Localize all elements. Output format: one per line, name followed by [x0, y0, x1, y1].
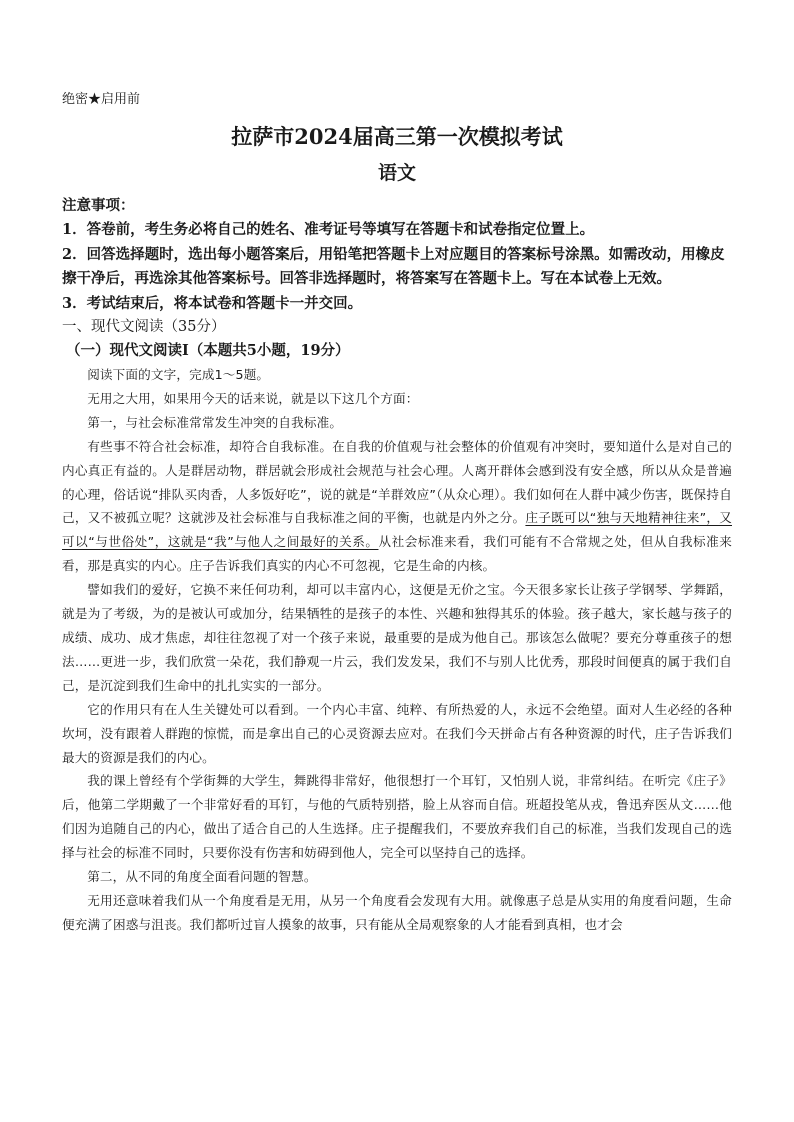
- paragraph-text: 从社会标准来看，我们可能有不合常规之处，但从自我标准来看，那是真实的内心。庄子告诉我们真实的内心不可忽视，它是生命的内核。: [62, 534, 732, 574]
- subsection-heading: （一）现代文阅读Ⅰ（本题共5小题，19分）: [66, 342, 350, 359]
- notice-heading: 注意事项：: [62, 197, 135, 214]
- confidential-label: 绝密★启用前: [62, 92, 141, 107]
- article-paragraph-8: 无用还意味着我们从一个角度看是无用，从另一个角度看会发现有大用。就像惠子总是从实用的角度看问题，生命便充满了困惑与沮丧。我们都听过盲人摸象的故事，只有能从全局观察象的人才能看到真相，也才会: [62, 892, 732, 932]
- exam-title: 拉萨市2024届高三第一次模拟考试: [231, 124, 563, 149]
- article-paragraph-6: 我的课上曾经有个学街舞的大学生，舞跳得非常好，他很想打一个耳钉，又怕别人说，非常纠结。在听完《庄子》后，他第二学期戴了一个非常好看的耳钉，与他的气质特别搭，脸上从容而自信。班超投笔从戎，鲁迅弃医从文……他们因为追随自己的内心，做出了适合自己的人生选择。庄子提醒我们，不要放弃我们自己的标准，当我们发现自己的选择与社会的标准不同时，只要你没有伤害和妨碍到他人，完全可以坚持自己的选择。: [62, 773, 732, 861]
- paragraph-text: 有些事不符合社会标准，却符合自我标准。在自我的价值观与社会整体的价值观有冲突时，要知道什么是对自己的内心真正有益的。人是群居动物，群居就会形成社会规范与社会心理。人离开群体会感到没有安全感，所以从众是普遍的心理，俗话说“排队买肉香，人多饭好吃”，说的就是“羊群效应”（从众心理）。我们如何在人群中减少伤害，既保持自己，又不被孤立呢？这就涉及社会标准与自我标准之间的平衡，也就是内外之分。: [62, 438, 732, 526]
- notice-item-1: 1．答卷前，考生务必将自己的姓名、准考证号等填写在答题卡和试卷指定位置上。: [62, 221, 595, 238]
- article-paragraph-1: 无用之大用，如果用今天的话来说，就是以下这几个方面：: [87, 390, 419, 406]
- article-paragraph-7: 第二，从不同的角度全面看问题的智慧。: [87, 869, 317, 885]
- article-paragraph-5: 它的作用只有在人生关键处可以看到。一个内心丰富、纯粹、有所热爱的人，永远不会绝望。面对人生必经的各种坎坷，没有跟着人群跑的惊慌，而是拿出自己的心灵资源去应对。在我们今天拼命占有各种资源的时代，庄子告诉我们最大的资源是我们的内心。: [62, 701, 732, 765]
- underlined-sentence: 庄子既可以“独与天地精神往来”，又可以“与世俗处”，这就是“我”与他人之间最好的关系。: [62, 510, 732, 550]
- subject-title: 语文: [377, 162, 416, 184]
- article-paragraph-3: [62, 435, 732, 578]
- section-heading: 一、现代文阅读（35分）: [62, 319, 226, 335]
- article-paragraph-4: 譬如我们的爱好，它换不来任何功利，却可以丰富内心，这便是无价之宝。今天很多家长让孩子学钢琴、学舞蹈，就是为了考级，为的是被认可或加分，结果牺牲的是孩子的本性、兴趣和独得其乐的体验。孩子越大，家长越与孩子的成绩、成功、成才焦虑，却往往忽视了对一个孩子来说，最重要的是成为他自己。那该怎么做呢？要充分尊重孩子的想法……更进一步，我们欣赏一朵花，我们静观一片云，我们发发呆，我们不与别人比优秀，那段时间便真的属于我们自己，是沉淀到我们生命中的扎扎实实的一部分。: [62, 582, 732, 693]
- notice-item-3: 3．考试结束后，将本试卷和答题卡一并交回。: [62, 294, 363, 312]
- reading-instruction: 阅读下面的文字，完成1～5题。: [87, 367, 270, 382]
- article-paragraph-2: 第一，与社会标准常常发生冲突的自我标准。: [87, 414, 343, 430]
- notice-item-2: 2．回答选择题时，选出每小题答案后，用铅笔把答题卡上对应题目的答案标号涂黑。如需改动，用橡皮擦干净后，再选涂其他答案标号。回答非选择题时，将答案写在答题卡上。写在本试卷上无效。: [62, 245, 725, 287]
